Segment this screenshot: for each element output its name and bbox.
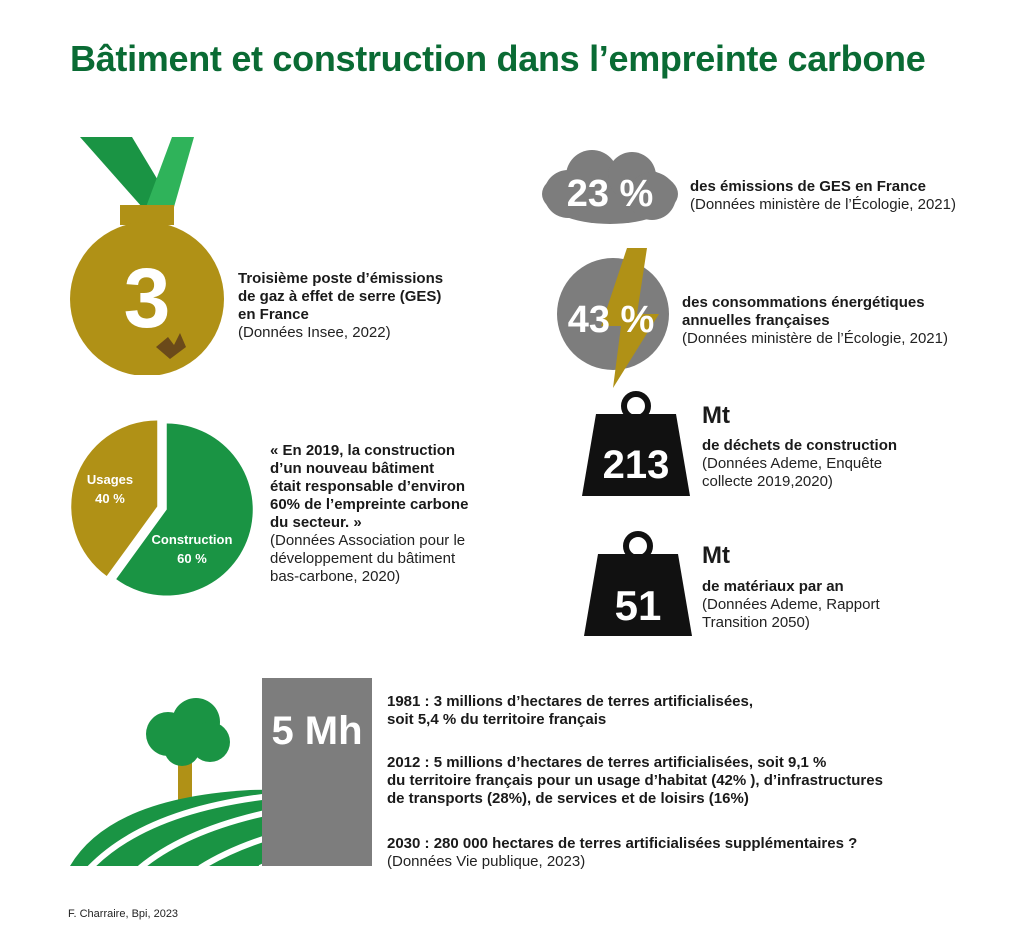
- energy-value: 43 %: [567, 299, 655, 341]
- energy-source: (Données ministère de l’Écologie, 2021): [682, 330, 948, 347]
- credit: F. Charraire, Bpi, 2023: [68, 908, 179, 920]
- pie-pct-construction: 60 %: [177, 551, 207, 566]
- medal-number: 3: [123, 251, 171, 345]
- weight-icon: [578, 390, 694, 498]
- page-title: Bâtiment et construction dans l’empreinte carbone: [70, 38, 926, 79]
- energy-text: des consommations énergétiques annuelles françaises (Données ministère de l’Écologie, 2021): [682, 294, 948, 347]
- materials-unit: Mt: [702, 542, 730, 569]
- land-1981: 1981 : 3 millions d’hectares de terres artificialisées, soit 5,4 % du territoire français: [387, 693, 754, 728]
- cloud-value: 23 %: [566, 173, 654, 215]
- materials-value: 51: [614, 582, 662, 629]
- materials-text: de matériaux par an (Données Ademe, Rapport Transition 2050): [702, 578, 880, 631]
- waste-value: 213: [602, 443, 670, 487]
- energy-icon: [555, 244, 680, 389]
- land-source: (Données Vie publique, 2023): [387, 853, 586, 870]
- land-bar: [262, 678, 372, 866]
- weight-icon-2: [580, 530, 696, 638]
- cloud-text: des émissions de GES en France (Données ministère de l’Écologie, 2021): [690, 178, 956, 213]
- medal-icon: [70, 135, 230, 375]
- land-2030: 2030 : 280 000 hectares de terres artificialisées supplémentaires ? (Données Vie publique, 2023): [387, 835, 858, 870]
- cloud-source: (Données ministère de l’Écologie, 2021): [690, 196, 956, 213]
- land-value: 5 Mh: [271, 709, 363, 753]
- pie-label-usages: Usages: [86, 472, 134, 487]
- waste-text: de déchets de construction (Données Ademe, Enquête collecte 2019,2020): [702, 437, 898, 490]
- medal-source: (Données Insee, 2022): [238, 324, 391, 341]
- land-2012: 2012 : 5 millions d’hectares de terres artificialisées, soit 9,1 % du territoire français pour un usage d’habitat (42% ), d’infrastructures de transports (28%), de services et de loisirs (16%): [387, 754, 883, 807]
- tree-icon: [146, 698, 230, 800]
- pie-label-construction: Construction: [151, 532, 233, 547]
- pie-pct-usages: 40 %: [95, 491, 125, 506]
- pie-quote: « En 2019, la construction d’un nouveau bâtiment était responsable d’environ 60% de l’empreinte carbone du secteur. » (Données Association pour le développement du bâtiment bas-carbone, 2020): [270, 442, 469, 585]
- cloud-icon: [540, 146, 680, 226]
- pie-chart: [70, 418, 254, 598]
- land-illustration: [70, 678, 375, 868]
- waste-unit: Mt: [702, 402, 730, 429]
- medal-text: Troisième poste d’émissions de gaz à effet de serre (GES) en France (Données Insee, 2022): [238, 270, 444, 341]
